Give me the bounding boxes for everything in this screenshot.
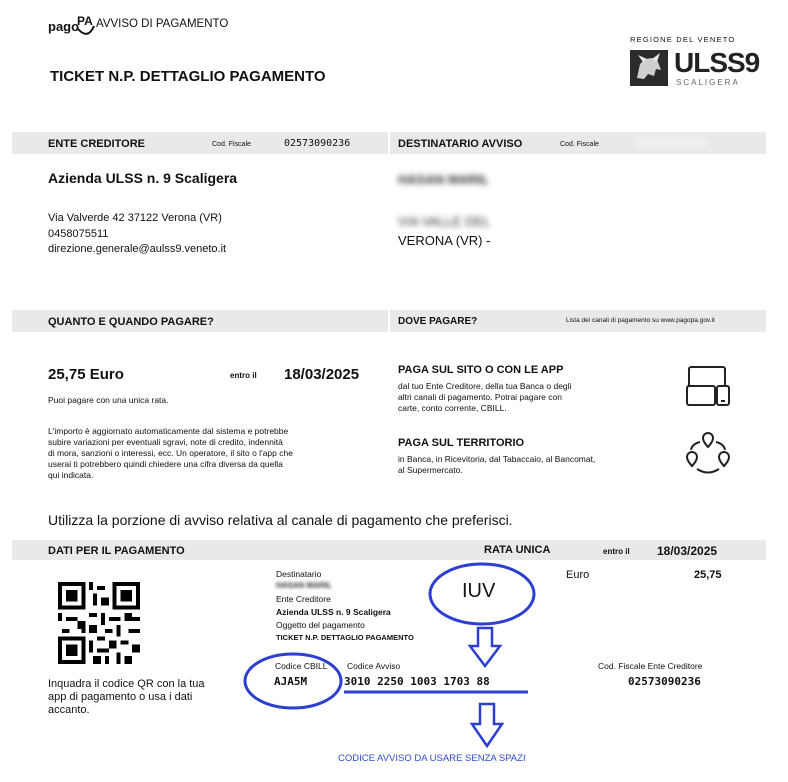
online-line: altri canali di pagamento. Potrai pagare con xyxy=(398,392,562,402)
oggetto-label: Oggetto del pagamento xyxy=(276,620,365,630)
territory-line: al Supermercato. xyxy=(398,465,463,475)
payment-amount: 25,75 xyxy=(694,569,722,581)
cbill-label: Codice CBILL xyxy=(275,661,328,671)
cbill-ellipse xyxy=(245,654,341,708)
creditor-cf-label: Cod. Fiscale xyxy=(212,141,251,148)
page-title: TICKET N.P. DETTAGLIO PAGAMENTO xyxy=(50,68,326,85)
note-line: qui indicata. xyxy=(48,470,94,480)
ulss-logo-name: ULSS9 xyxy=(674,47,760,78)
ente-value: Azienda ULSS n. 9 Scaligera xyxy=(276,607,391,617)
note-line: L'importo è aggiornato automaticamente dal sistema e potrebbe xyxy=(48,426,289,436)
when-heading: QUANTO E QUANDO PAGARE? xyxy=(48,316,214,328)
where-heading: DOVE PAGARE? xyxy=(398,316,478,327)
single-rate-text: Puoi pagare con una unica rata. xyxy=(48,395,169,405)
payment-currency: Euro xyxy=(566,569,590,581)
rate-due-date: 18/03/2025 xyxy=(657,544,718,558)
avviso-label: Codice Avviso xyxy=(347,661,401,671)
arrow-down-icon xyxy=(472,704,502,746)
cf-ente-label: Cod. Fiscale Ente Creditore xyxy=(598,661,703,671)
where-link[interactable]: Lista dei canali di pagamento su www.pagopa.gov.it xyxy=(566,317,715,324)
dest-value: HASAN MARIL xyxy=(276,581,332,590)
note-line: di mora, sanzioni o interessi, ecc. Un operatore, il sito o l'app che xyxy=(48,448,293,458)
territory-line: in Banca, in Ricevitoria, dal Tabaccaio, al Bancomat, xyxy=(398,454,596,464)
arrow-down-icon xyxy=(470,628,500,666)
creditor-phone: 0458075511 xyxy=(48,228,109,240)
qr-caption-line: app di pagamento o usa i dati xyxy=(48,691,193,703)
recipient-heading: DESTINATARIO AVVISO xyxy=(398,138,523,150)
creditor-heading: ENTE CREDITORE xyxy=(48,138,145,150)
territory-title: PAGA SUL TERRITORIO xyxy=(398,437,525,449)
svg-text:pago: pago xyxy=(48,19,80,34)
note-line: userai ti potrebbero quindi chiedere una cifra diversa da quella xyxy=(48,459,283,469)
qr-caption-line: Inquadra il codice QR con la tua xyxy=(48,678,205,690)
online-line: carte, conto corrente, CBILL. xyxy=(398,403,507,413)
due-label: entro il xyxy=(230,371,257,380)
avviso-value: 3010 2250 1003 1703 88 xyxy=(344,675,490,688)
due-date: 18/03/2025 xyxy=(284,366,360,383)
note-line: subire variazioni per eventuali sgravi, note di credito, indennità xyxy=(48,437,283,447)
amount-text: 25,75 Euro xyxy=(48,366,124,383)
creditor-cf-value: 02573090236 xyxy=(284,138,351,149)
online-title: PAGA SUL SITO O CON LE APP xyxy=(398,364,564,376)
ente-label: Ente Creditore xyxy=(276,594,331,604)
creditor-email: direzione.generale@aulss9.veneto.it xyxy=(48,243,227,255)
dest-label: Destinatario xyxy=(276,569,322,579)
rate-due-label: entro il xyxy=(603,547,630,556)
recipient-address-1: VIA VALLE DEL xyxy=(398,214,491,229)
ulss-logo-sub: SCALIGERA xyxy=(676,78,740,87)
svg-text:PA: PA xyxy=(77,14,93,28)
iuv-label: IUV xyxy=(462,580,496,602)
rate-heading: RATA UNICA xyxy=(484,544,551,556)
cbill-value: AJA5M xyxy=(274,675,308,688)
cf-ente-value: 02573090236 xyxy=(628,675,701,688)
recipient-address-2: VERONA (VR) - xyxy=(398,233,491,248)
creditor-address: Via Valverde 42 37122 Verona (VR) xyxy=(48,212,222,224)
creditor-name: Azienda ULSS n. 9 Scaligera xyxy=(48,170,238,186)
oggetto-value: TICKET N.P. DETTAGLIO PAGAMENTO xyxy=(276,633,414,642)
doc-type: AVVISO DI PAGAMENTO xyxy=(96,18,229,30)
qr-caption-line: accanto. xyxy=(48,704,90,716)
recipient-cf-label: Cod. Fiscale xyxy=(560,141,599,148)
online-line: dal tuo Ente Creditore, della tua Banca o degli xyxy=(398,381,572,391)
recipient-name: HASAN MARIL xyxy=(398,172,489,187)
footer-note: CODICE AVVISO DA USARE SENZA SPAZI xyxy=(338,753,526,764)
region-label: REGIONE DEL VENETO xyxy=(630,35,736,44)
payment-heading: DATI PER IL PAGAMENTO xyxy=(48,545,185,557)
channel-instruction: Utilizza la porzione di avviso relativa al canale di pagamento che preferisci. xyxy=(48,512,513,528)
